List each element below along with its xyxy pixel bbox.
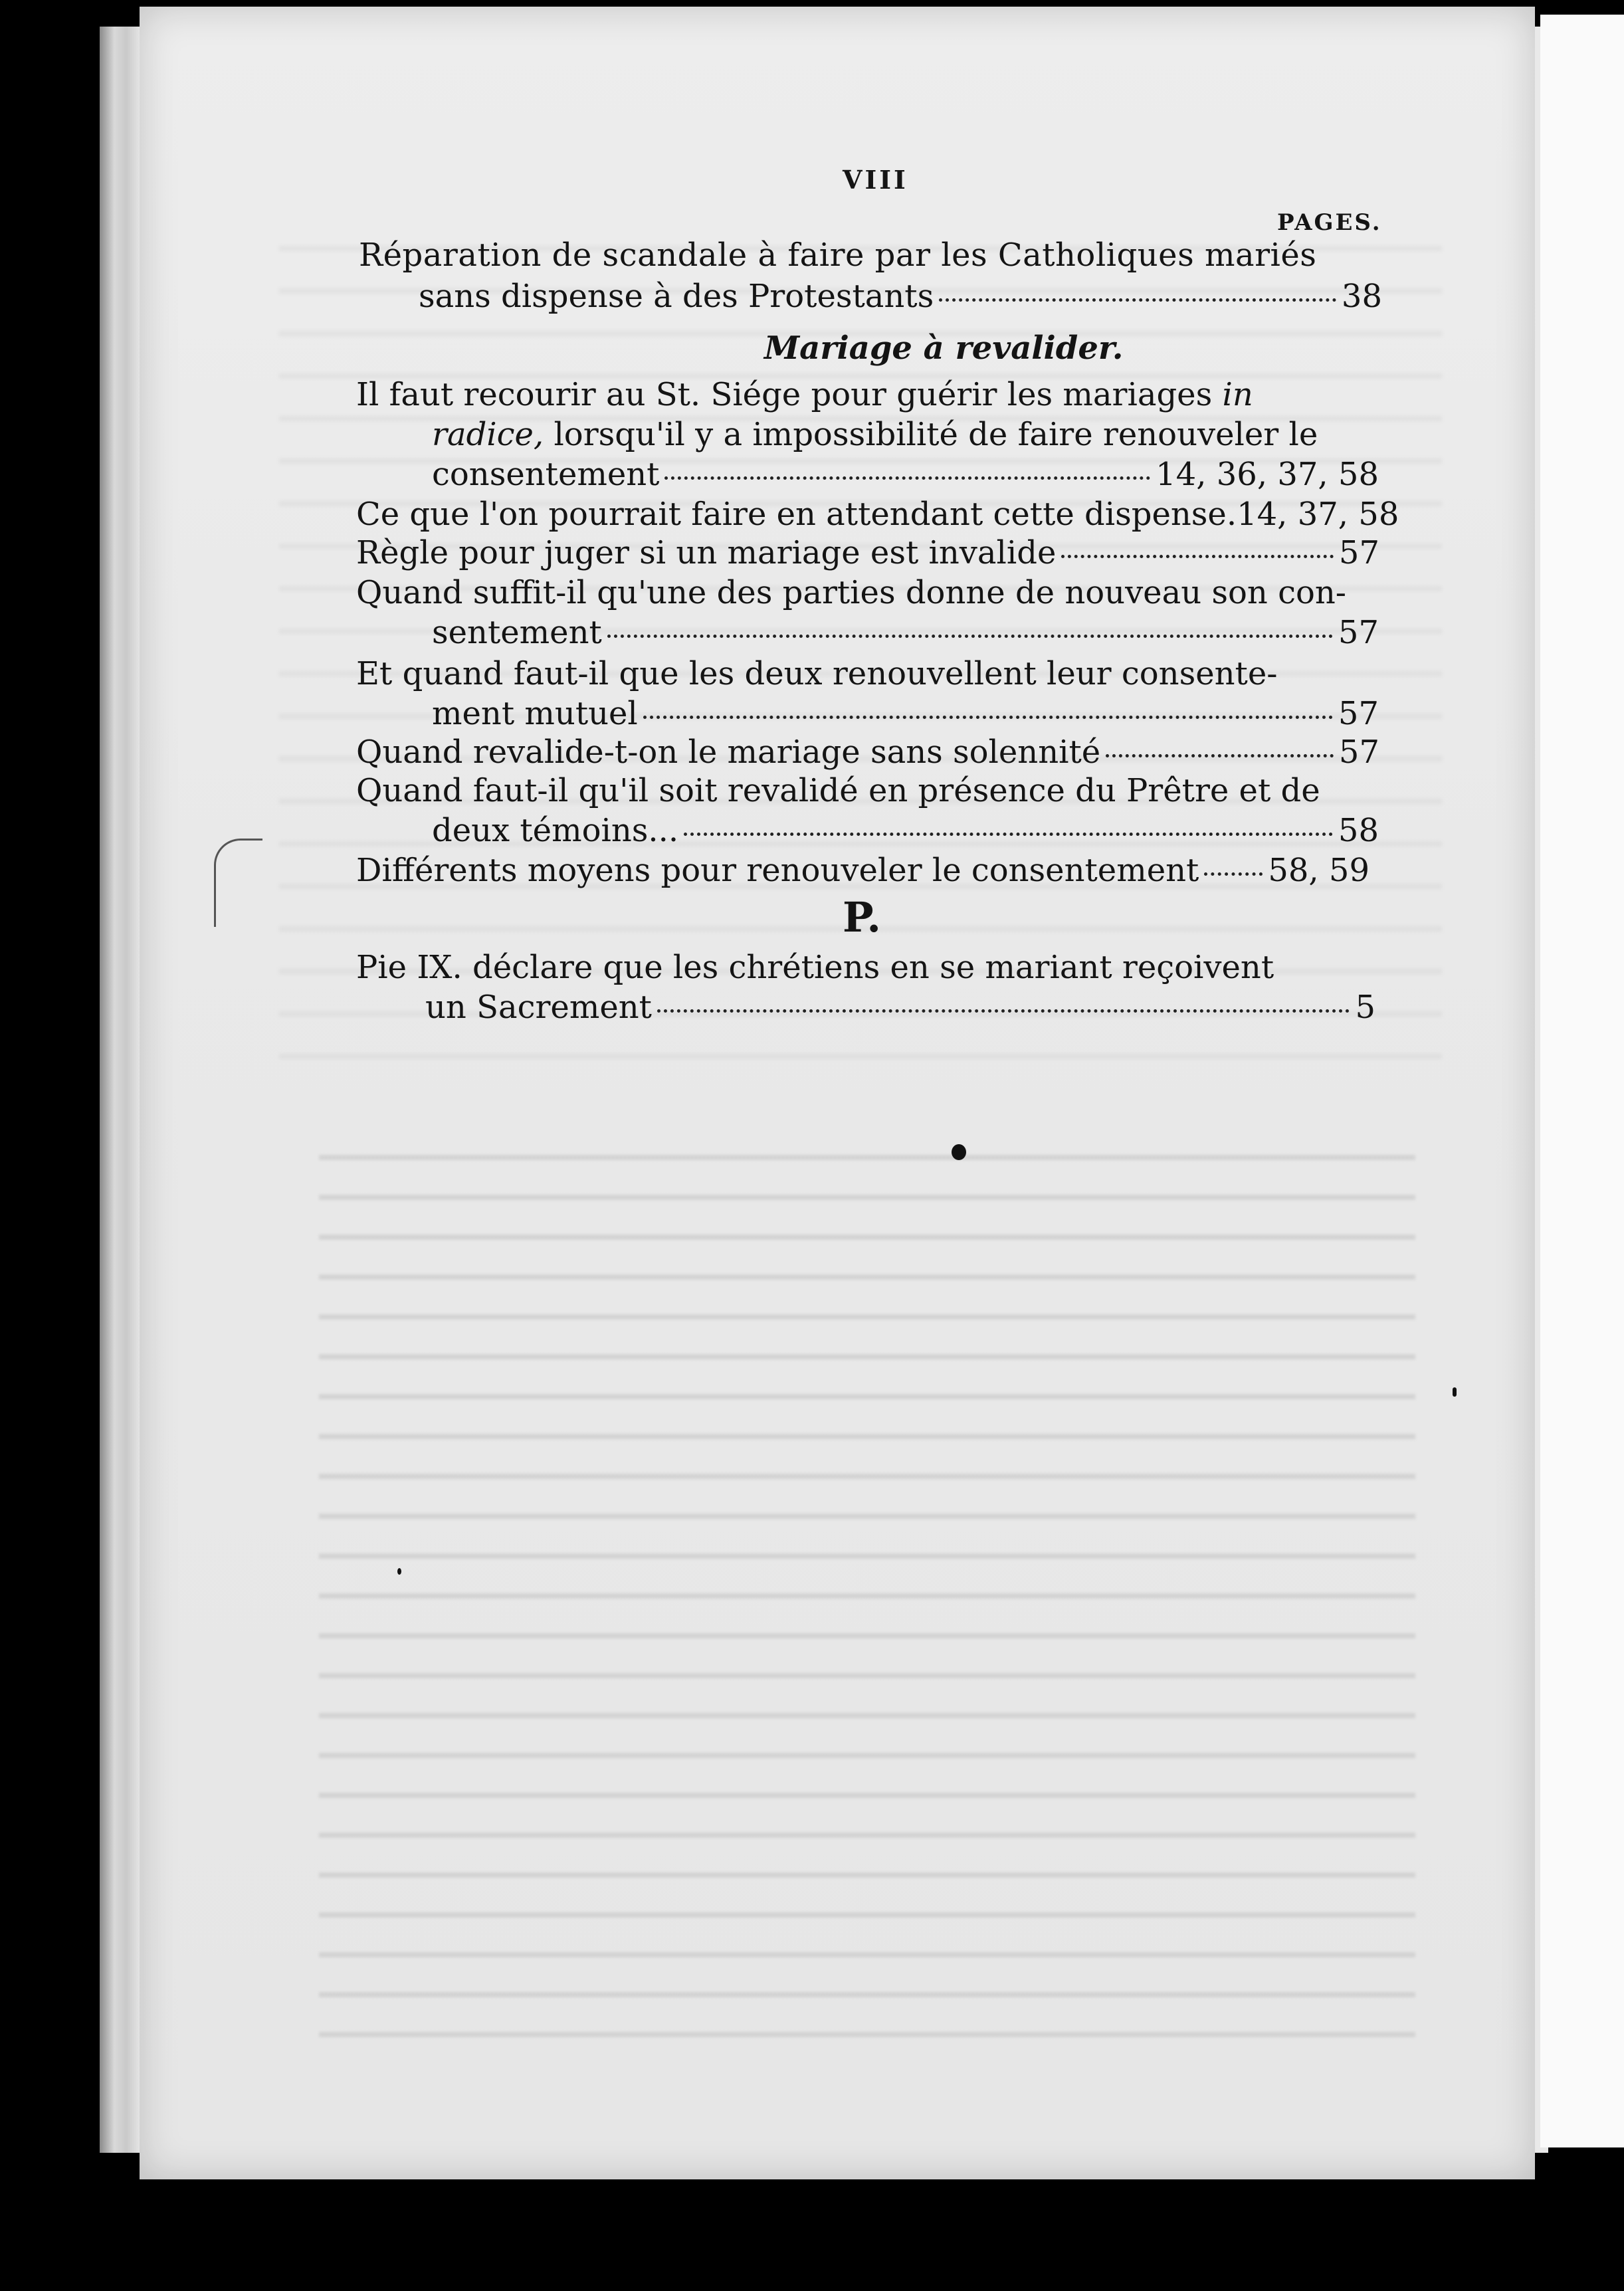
dot-leader: [657, 1009, 1350, 1013]
index-entry-last-line: [432, 456, 1379, 493]
index-entry-line: Et quand faut-il que les deux renouvellent leur consente-: [356, 655, 1278, 692]
ink-spot: [952, 1144, 966, 1160]
dot-leader: [1106, 754, 1334, 757]
page-reference: 14, 36, 37, 58: [1156, 456, 1379, 493]
index-entry-line: Quand suffit-il qu'une des parties donne de nouveau son con-: [356, 574, 1346, 611]
index-entry-last-line: [419, 278, 1382, 315]
entry-text: Différents moyens pour renouveler le consentement: [356, 852, 1199, 889]
dot-leader: [1204, 872, 1263, 876]
index-entry-last-line: [432, 812, 1379, 849]
index-entry-line: Pie IX. déclare que les chrétiens en se mariant reçoivent: [356, 949, 1274, 986]
entry-text: deux témoins...: [432, 812, 679, 849]
entry-text: sans dispense à des Protestants: [419, 278, 934, 315]
page-reference: 14, 37, 58: [1237, 496, 1399, 533]
page-reference: 57: [1338, 695, 1379, 732]
index-entry-last-line: [356, 734, 1379, 771]
index-entry-last-line: [432, 695, 1379, 732]
dot-leader: [684, 833, 1333, 836]
entry-text: un Sacrement: [425, 989, 652, 1026]
index-entry-last-line: [432, 614, 1379, 651]
dot-leader: [643, 716, 1333, 719]
dot-leader: [1061, 555, 1334, 558]
entry-text: lorsqu'il y a impossibilité de faire renouveler le: [554, 416, 1318, 453]
entry-text: Quand revalide-t-on le mariage sans solennité: [356, 734, 1101, 771]
page-reference: 57: [1338, 734, 1379, 771]
dot-leader: [664, 476, 1150, 480]
index-entry-last-line: [425, 989, 1375, 1026]
folio-number: VIII: [843, 165, 908, 195]
entry-text-italic: in: [1222, 376, 1253, 413]
letter-heading: P.: [843, 893, 881, 942]
page-reference: 58, 59: [1268, 852, 1370, 889]
section-heading: Mariage à revalider.: [764, 330, 1124, 367]
index-entry-line: [432, 416, 1318, 453]
ink-speck: [1453, 1387, 1457, 1397]
margin-pencil-mark: [214, 839, 262, 927]
entry-text: Règle pour juger si un mariage est invalide: [356, 534, 1057, 571]
page-reference: 38: [1341, 278, 1382, 315]
page-reference: 57: [1338, 614, 1379, 651]
index-entry-last-line: [356, 852, 1370, 889]
entry-text: sentement: [432, 614, 602, 651]
entry-text-italic: radice,: [432, 416, 544, 453]
entry-text: consentement: [432, 456, 660, 493]
ink-speck: [397, 1568, 401, 1575]
index-entry-last-line: [356, 496, 1399, 533]
entry-text: ment mutuel: [432, 695, 638, 732]
pages-column-label: PAGES.: [1277, 209, 1382, 236]
index-entry-line: Réparation de scandale à faire par les Catholiques mariés: [359, 237, 1317, 274]
index-entry-line: Quand faut-il qu'il soit revalidé en présence du Prêtre et de: [356, 772, 1320, 809]
index-entry-last-line: [356, 534, 1379, 571]
entry-text: Ce que l'on pourrait faire en attendant cette dispense.: [356, 496, 1237, 533]
index-entry-line: [356, 376, 1253, 413]
entry-text: Il faut recourir au St. Siége pour guérir les mariages: [356, 376, 1213, 413]
page-reference: 57: [1338, 534, 1379, 571]
page-reference: 5: [1355, 989, 1375, 1026]
dot-leader: [939, 298, 1336, 302]
page-reference: 58: [1338, 812, 1379, 849]
dot-leader: [607, 635, 1333, 638]
